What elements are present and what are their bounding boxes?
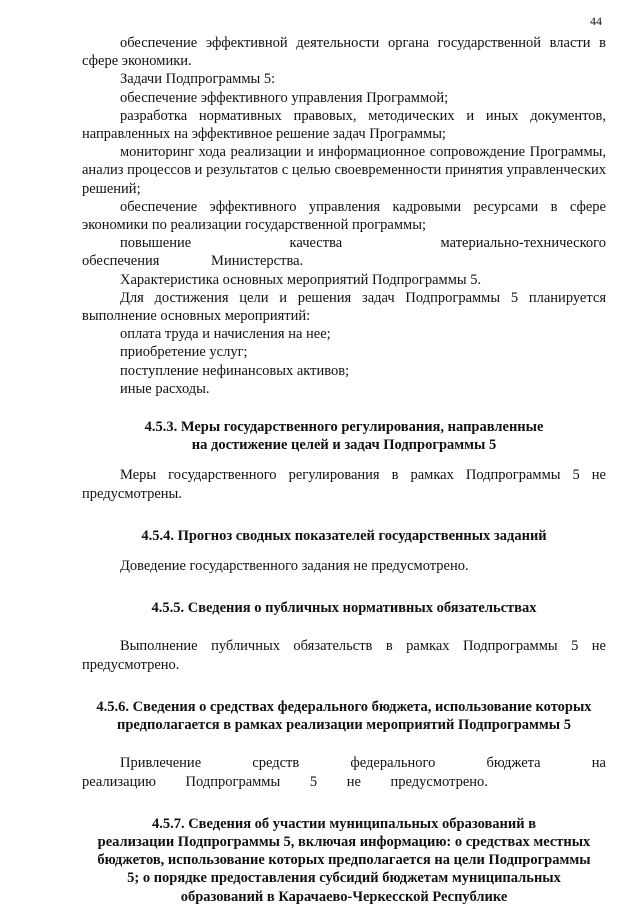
section-heading: бюджетов, использование которых предполагается на цели Подпрограммы xyxy=(97,852,591,869)
section-heading: предполагается в рамках реализации мероприятий Подпрограммы 5 xyxy=(117,717,571,734)
paragraph: обеспечение эффективной деятельности органа государственной власти в сфере экономики. xyxy=(82,35,606,70)
paragraph: обеспечение эффективного управления Программой; xyxy=(120,89,449,106)
section-heading: 4.5.4. Прогноз сводных показателей государственных заданий xyxy=(141,527,547,544)
section-4-5-4 xyxy=(82,527,606,575)
section-heading: образований в Карачаево-Черкесской Республике xyxy=(180,888,508,905)
paragraph: повышение качества материально-технического обеспечения Министерства. xyxy=(82,235,606,270)
section-heading: 4.5.3. Меры государственного регулирования, направленные xyxy=(144,419,544,436)
section-4-5-7 xyxy=(82,815,606,906)
section-4-5-6 xyxy=(82,698,606,791)
page-number: 44 xyxy=(590,14,602,28)
paragraph: Задачи Подпрограммы 5: xyxy=(120,71,276,88)
section-4-5-3 xyxy=(82,418,606,503)
section-heading: 4.5.6. Сведения о средствах федерального бюджета, использование которых xyxy=(96,698,592,715)
list-item: поступление нефинансовых активов; xyxy=(120,362,350,379)
section-4-5-5 xyxy=(82,599,606,674)
section-heading: 4.5.7. Сведения об участии муниципальных образований в xyxy=(151,815,537,832)
section-text: Доведение государственного задания не предусмотрено. xyxy=(120,558,469,575)
list-item: приобретение услуг; xyxy=(120,344,248,361)
section-heading: 4.5.5. Сведения о публичных нормативных обязательствах xyxy=(151,600,537,617)
section-text: Меры государственного регулирования в рамках Подпрограммы 5 не предусмотрены. xyxy=(82,467,606,502)
section-heading: на достижение целей и задач Подпрограммы 5 xyxy=(191,437,497,454)
paragraph: Для достижения цели и решения задач Подпрограммы 5 планируется выполнение основных мероприятий: xyxy=(82,289,606,325)
paragraph: обеспечение эффективного управления кадровыми ресурсами в сфере экономики по реализации государственной программы; xyxy=(82,198,606,234)
section-heading: реализации Подпрограммы 5, включая информацию: о средствах местных xyxy=(97,833,591,850)
section-text: Выполнение публичных обязательств в рамках Подпрограммы 5 не предусмотрено. xyxy=(82,638,606,673)
paragraph: разработка нормативных правовых, методических и иных документов, направленных на эффективное решение задач Программы; xyxy=(82,107,606,143)
document-page xyxy=(82,34,606,906)
list-item: иные расходы. xyxy=(120,380,210,397)
paragraph: мониторинг хода реализации и информационное сопровождение Программы, анализ процессов и результатов с целью своевременности принятия управленческих решений; xyxy=(82,144,606,197)
paragraph: Характеристика основных мероприятий Подпрограммы 5. xyxy=(120,271,482,288)
list-item: оплата труда и начисления на нее; xyxy=(120,326,331,343)
section-text: Привлечение средств федерального бюджета на реализацию Подпрограммы 5 не предусмотрено. xyxy=(82,755,606,790)
section-heading: 5; о порядке предоставления субсидий бюджетам муниципальных xyxy=(127,870,561,887)
